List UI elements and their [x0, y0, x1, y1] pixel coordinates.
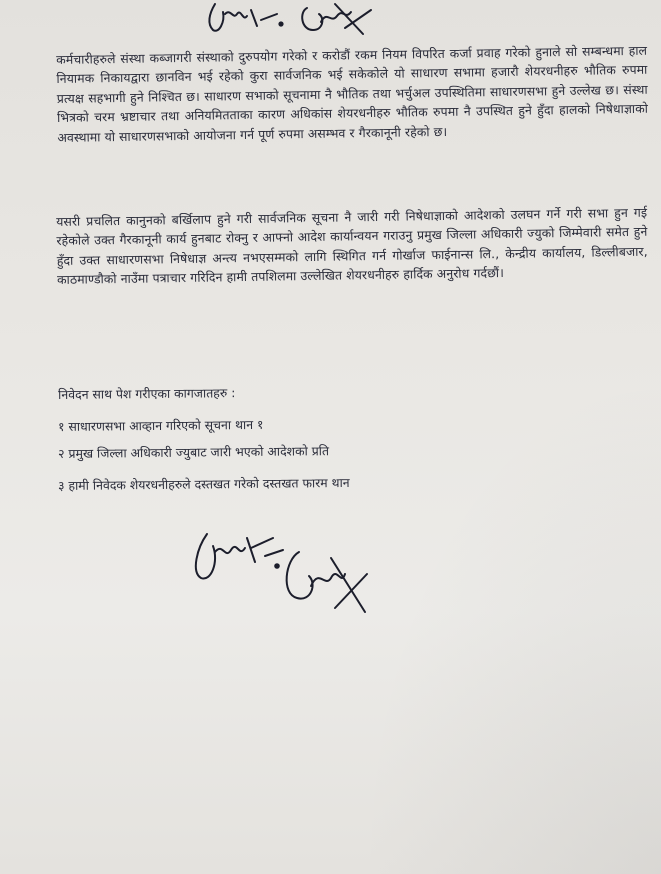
body-paragraph-1: कर्मचारीहरुले संस्था कब्जागरी संस्थाको दुरुपयोग गरेको र करोडौं रकम नियम विपरित कर्जा प्रवाह गरेको हुनाले सो सम्बन्धमा हाल नियामक निकायद्वारा छानविन भई रहेको कुरा सार्वजनिक भई सकेकोले यो साधारण सभामा हजारौ शेयरधनीहरु भौतिक रुपमा प्रत्यक्ष सहभागी हुने निश्चित छ। साधारण सभाको सूचनामा नै भौतिक तथा भर्चुअल उपस्थितिमा साधारणसभा हुने उल्लेख छ। संस्था भित्रको चरम भ्रष्टाचार तथा अनियमितताका कारण अधिकांस शेयरधनीहरु भौतिक रुपमा नै उपस्थित हुने हुँदा हालको निषेधाज्ञाको अवस्थामा यो साधारणसभाको आयोजना गर्न पूर्ण रुपमा असम्भव र गैरकानूनी रहेको छ।	[56, 42, 649, 145]
body-paragraph-2: यसरी प्रचलित कानुनको बर्खिलाप हुने गरी सार्वजनिक सूचना नै जारी गरी निषेधाज्ञाको आदेशको उलघन गर्ने गरी सभा हुन गई रहेकोले उक्त गैरकानूनी कार्य हुनबाट रोक्नु र आफ्नो आदेश कार्यान्वयन गराउनु प्रमुख जिल्ला अधिकारी ज्युको जिम्मेवारी समेत हुने हुँदा उक्त साधारणसभा निषेधाज्ञ अन्त्य नभएसम्मको लागि स्थिगित गर्न गोर्खाज फाईनान्स लि., केन्द्रीय कार्यालय, डिल्लीबजार, काठमाण्डौको नाउँमा पत्राचार गरिदिन हामी तपशिलमा उल्लेखित शेयरधनीहरु हार्दिक अनुरोध गर्दछौं।	[56, 204, 648, 288]
top-signatures	[195, 0, 395, 40]
paper-shadow	[361, 374, 661, 874]
attachment-item-1: १ साधारणसभा आव्हान गरिएको सूचना थान १	[58, 416, 264, 434]
attachments-heading: निवेदन साथ पेश गरीएका कागजातहरु :	[58, 385, 236, 402]
attachment-item-2: २ प्रमुख जिल्ला अधिकारी ज्युबाट जारी भएको आदेशको प्रति	[58, 443, 330, 461]
bottom-signatures	[185, 522, 385, 622]
attachment-item-3: ३ हामी निवेदक शेयरधनीहरुले दस्तखत गरेको दस्तखत फारम थान	[58, 474, 350, 493]
